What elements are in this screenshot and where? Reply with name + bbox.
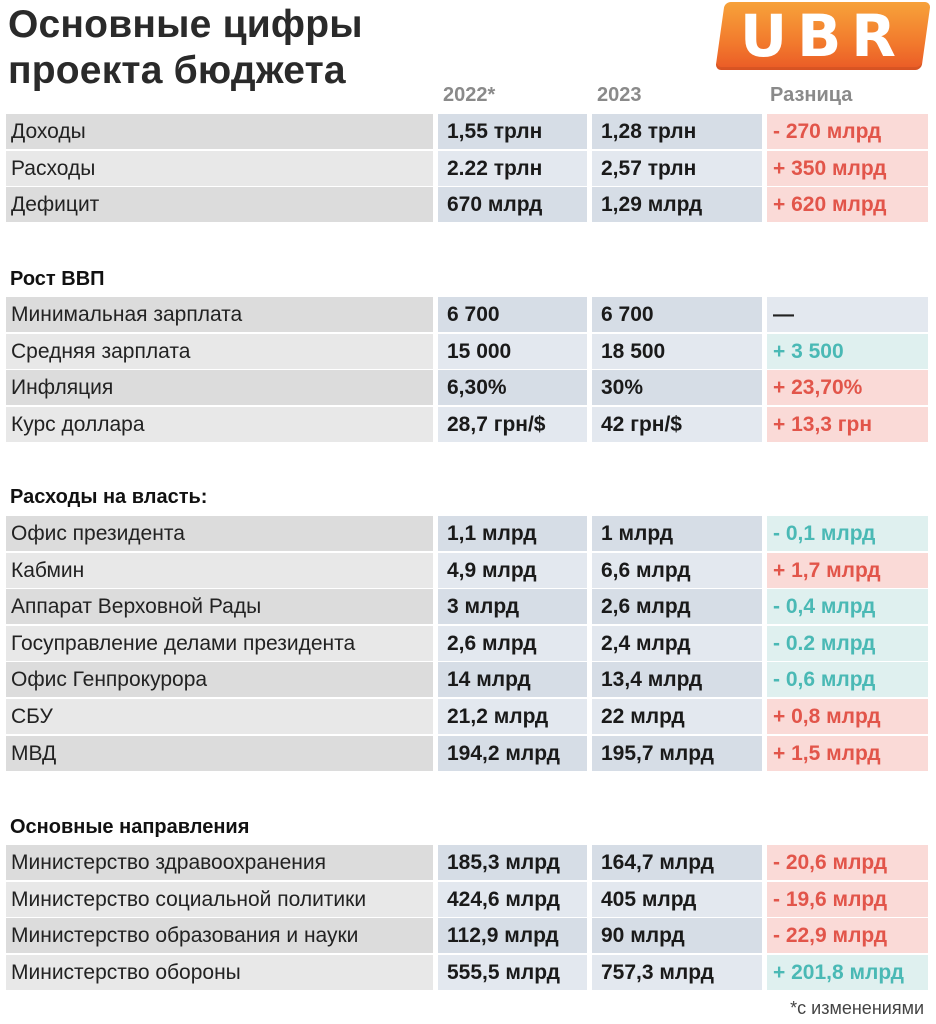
value-difference: - 22,9 млрд (767, 918, 928, 953)
value-difference: - 0.2 млрд (767, 626, 928, 661)
row-label: Министерство здравоохранения (6, 845, 433, 880)
row-label: МВД (6, 736, 433, 771)
value-2022: 424,6 млрд (438, 882, 587, 917)
value-difference: + 3 500 (767, 334, 928, 369)
row-label: Средняя зарплата (6, 334, 433, 369)
value-difference: + 201,8 млрд (767, 955, 928, 990)
value-2022: 6 700 (438, 297, 587, 332)
row-label: Министерство образования и науки (6, 918, 433, 953)
value-2023: 1,29 млрд (592, 187, 762, 222)
value-difference: - 20,6 млрд (767, 845, 928, 880)
table-row (6, 334, 928, 369)
value-2022: 2.22 трлн (438, 151, 587, 186)
row-label: Госуправление делами президента (6, 626, 433, 661)
table-row (6, 187, 928, 222)
value-2022: 3 млрд (438, 589, 587, 624)
value-2022: 2,6 млрд (438, 626, 587, 661)
table-row (6, 882, 928, 917)
value-2022: 1,1 млрд (438, 516, 587, 551)
value-2022: 194,2 млрд (438, 736, 587, 771)
table-row (6, 407, 928, 442)
row-label: Офис президента (6, 516, 433, 551)
value-difference: + 1,7 млрд (767, 553, 928, 588)
row-label: Минимальная зарплата (6, 297, 433, 332)
value-2022: 112,9 млрд (438, 918, 587, 953)
ubr-logo (715, 2, 931, 70)
row-label: СБУ (6, 699, 433, 734)
row-label: Министерство социальной политики (6, 882, 433, 917)
value-2023: 42 грн/$ (592, 407, 762, 442)
value-2022: 6,30% (438, 370, 587, 405)
table-row (6, 626, 928, 661)
column-header-2023: 2023 (597, 84, 642, 106)
row-label: Кабмин (6, 553, 433, 588)
row-label: Доходы (6, 114, 433, 149)
value-2023: 13,4 млрд (592, 662, 762, 697)
value-difference: + 350 млрд (767, 151, 928, 186)
table-row (6, 151, 928, 186)
value-2022: 15 000 (438, 334, 587, 369)
table-row (6, 297, 928, 332)
value-difference: - 19,6 млрд (767, 882, 928, 917)
footnote: *с изменениями (790, 998, 924, 1018)
value-difference: - 0,4 млрд (767, 589, 928, 624)
title-line-2: проекта бюджета (8, 49, 346, 92)
value-2022: 21,2 млрд (438, 699, 587, 734)
value-2022: 28,7 грн/$ (438, 407, 587, 442)
table-row (6, 114, 928, 149)
table-row (6, 370, 928, 405)
value-2023: 405 млрд (592, 882, 762, 917)
value-2023: 18 500 (592, 334, 762, 369)
section-title: Рост ВВП (10, 268, 105, 290)
value-2022: 185,3 млрд (438, 845, 587, 880)
value-difference: — (767, 297, 928, 332)
value-difference: + 13,3 грн (767, 407, 928, 442)
table-row (6, 955, 928, 990)
table-row (6, 736, 928, 771)
value-2023: 2,57 трлн (592, 151, 762, 186)
section-title: Основные направления (10, 816, 250, 838)
value-2023: 1,28 трлн (592, 114, 762, 149)
value-2022: 4,9 млрд (438, 553, 587, 588)
row-label: Дефицит (6, 187, 433, 222)
row-label: Министерство обороны (6, 955, 433, 990)
value-difference: + 1,5 млрд (767, 736, 928, 771)
row-label: Аппарат Верховной Рады (6, 589, 433, 624)
row-label: Инфляция (6, 370, 433, 405)
value-2022: 670 млрд (438, 187, 587, 222)
value-2022: 555,5 млрд (438, 955, 587, 990)
value-2023: 1 млрд (592, 516, 762, 551)
row-label: Офис Генпрокурора (6, 662, 433, 697)
value-difference: - 0,1 млрд (767, 516, 928, 551)
value-2023: 6 700 (592, 297, 762, 332)
value-2023: 30% (592, 370, 762, 405)
value-difference: + 620 млрд (767, 187, 928, 222)
column-header-difference: Разница (770, 84, 853, 106)
value-2023: 6,6 млрд (592, 553, 762, 588)
value-2023: 195,7 млрд (592, 736, 762, 771)
table-row (6, 918, 928, 953)
row-label: Курс доллара (6, 407, 433, 442)
value-2023: 22 млрд (592, 699, 762, 734)
value-difference: + 0,8 млрд (767, 699, 928, 734)
title-line-1: Основные цифры (8, 3, 363, 46)
value-2023: 164,7 млрд (592, 845, 762, 880)
section-title: Расходы на власть: (10, 486, 208, 508)
value-2023: 757,3 млрд (592, 955, 762, 990)
table-row (6, 553, 928, 588)
row-label: Расходы (6, 151, 433, 186)
table-row (6, 516, 928, 551)
value-2023: 90 млрд (592, 918, 762, 953)
page-title (8, 2, 363, 94)
value-2023: 2,4 млрд (592, 626, 762, 661)
value-difference: + 23,70% (767, 370, 928, 405)
table-row (6, 589, 928, 624)
value-2022: 1,55 трлн (438, 114, 587, 149)
value-difference: - 270 млрд (767, 114, 928, 149)
logo-text: UBR (740, 2, 906, 70)
value-2023: 2,6 млрд (592, 589, 762, 624)
table-row (6, 699, 928, 734)
column-header-2022: 2022* (443, 84, 496, 106)
value-2022: 14 млрд (438, 662, 587, 697)
table-row (6, 662, 928, 697)
table-row (6, 845, 928, 880)
value-difference: - 0,6 млрд (767, 662, 928, 697)
